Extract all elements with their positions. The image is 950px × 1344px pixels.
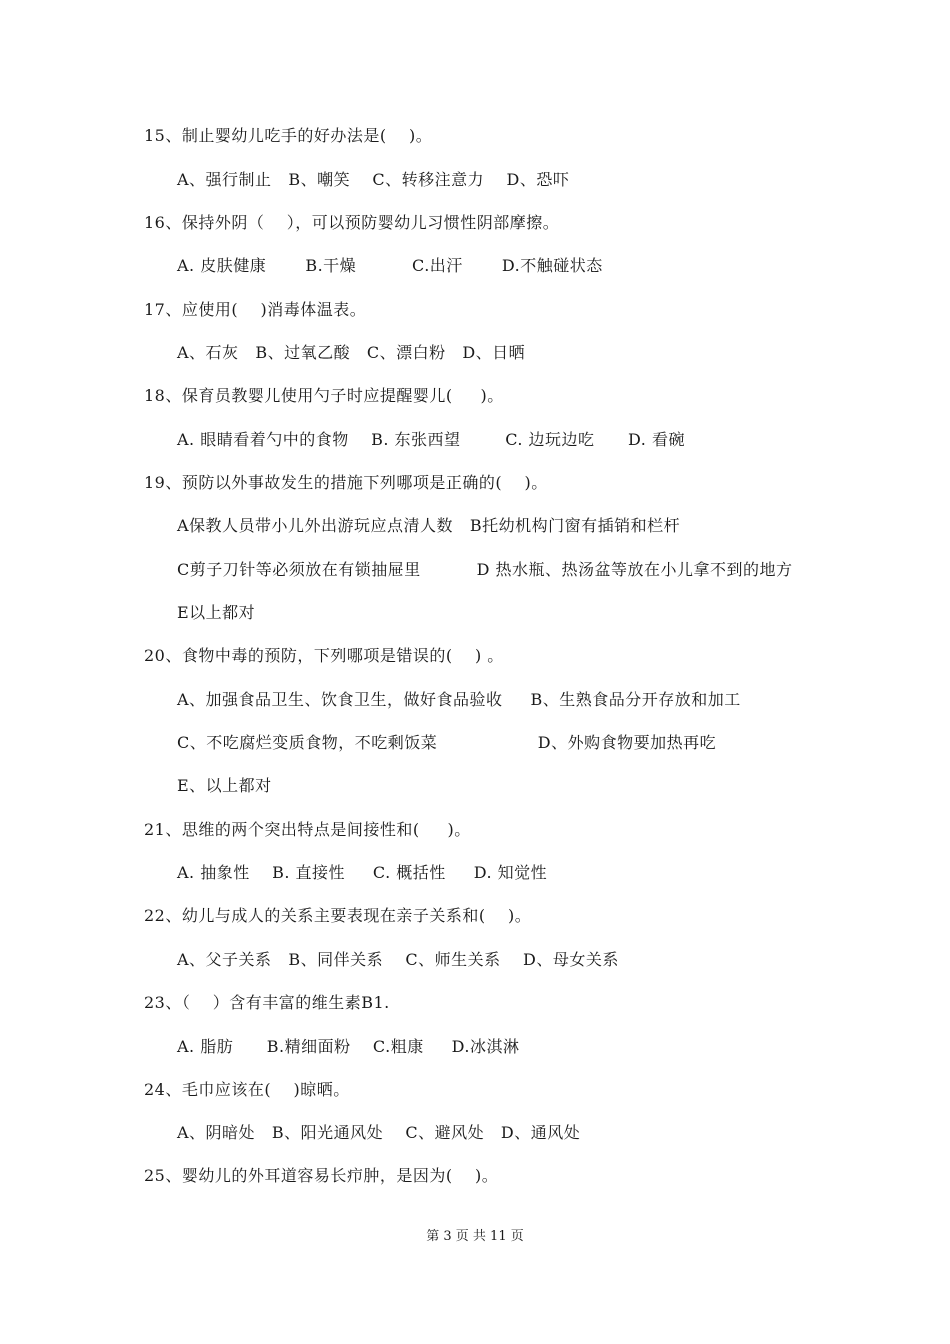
question-23-stem: 23、（ ）含有丰富的维生素B1. — [144, 993, 390, 1012]
question-17-options: A、石灰 B、过氧乙酸 C、漂白粉 D、日晒 — [177, 343, 526, 362]
question-18-stem: 18、保育员教婴儿使用勺子时应提醒婴儿( )。 — [144, 386, 504, 405]
question-23-options: A. 脂肪 B.精细面粉 C.粗康 D.冰淇淋 — [177, 1037, 520, 1056]
question-21-stem: 21、思维的两个突出特点是间接性和( )。 — [144, 820, 471, 839]
question-21-options: A. 抽象性 B. 直接性 C. 概括性 D. 知觉性 — [177, 863, 548, 882]
question-20-option-cd: C、不吃腐烂变质食物，不吃剩饭菜 D、外购食物要加热再吃 — [177, 733, 717, 752]
question-22-stem: 22、幼儿与成人的关系主要表现在亲子关系和( )。 — [144, 906, 532, 925]
question-24-options: A、阴暗处 B、阳光通风处 C、避风处 D、通风处 — [177, 1123, 581, 1142]
question-16-options: A. 皮肤健康 B.干燥 C.出汗 D.不触碰状态 — [177, 256, 603, 275]
question-15-options: A、强行制止 B、嘲笑 C、转移注意力 D、恐吓 — [177, 170, 570, 189]
question-17-stem: 17、应使用( )消毒体温表。 — [144, 300, 367, 319]
question-19-option-cd: C剪子刀针等必须放在有锁抽屉里 D 热水瓶、热汤盆等放在小儿拿不到的地方 — [177, 560, 793, 579]
question-20-option-e: E、以上都对 — [177, 776, 272, 795]
question-25-stem: 25、婴幼儿的外耳道容易长疖肿，是因为( )。 — [144, 1166, 499, 1185]
question-15-stem: 15、制止婴幼儿吃手的好办法是( )。 — [144, 126, 433, 145]
question-20-stem: 20、食物中毒的预防，下列哪项是错误的( ) 。 — [144, 646, 504, 665]
question-16-stem: 16、保持外阴（ ），可以预防婴幼儿习惯性阴部摩擦。 — [144, 213, 560, 232]
question-18-options: A. 眼睛看着勺中的食物 B. 东张西望 C. 边玩边吃 D. 看碗 — [177, 430, 685, 449]
question-20-option-ab: A、加强食品卫生、饮食卫生，做好食品验收 B、生熟食品分开存放和加工 — [177, 690, 741, 709]
question-24-stem: 24、毛巾应该在( )晾晒。 — [144, 1080, 350, 1099]
question-19-stem: 19、预防以外事故发生的措施下列哪项是正确的( )。 — [144, 473, 548, 492]
question-19-option-ab: A保教人员带小儿外出游玩应点清人数 B托幼机构门窗有插销和栏杆 — [177, 516, 681, 535]
page-number-footer: 第 3 页 共 11 页 — [426, 1229, 524, 1244]
question-19-option-e: E以上都对 — [177, 603, 256, 622]
question-22-options: A、父子关系 B、同伴关系 C、师生关系 D、母女关系 — [177, 950, 619, 969]
